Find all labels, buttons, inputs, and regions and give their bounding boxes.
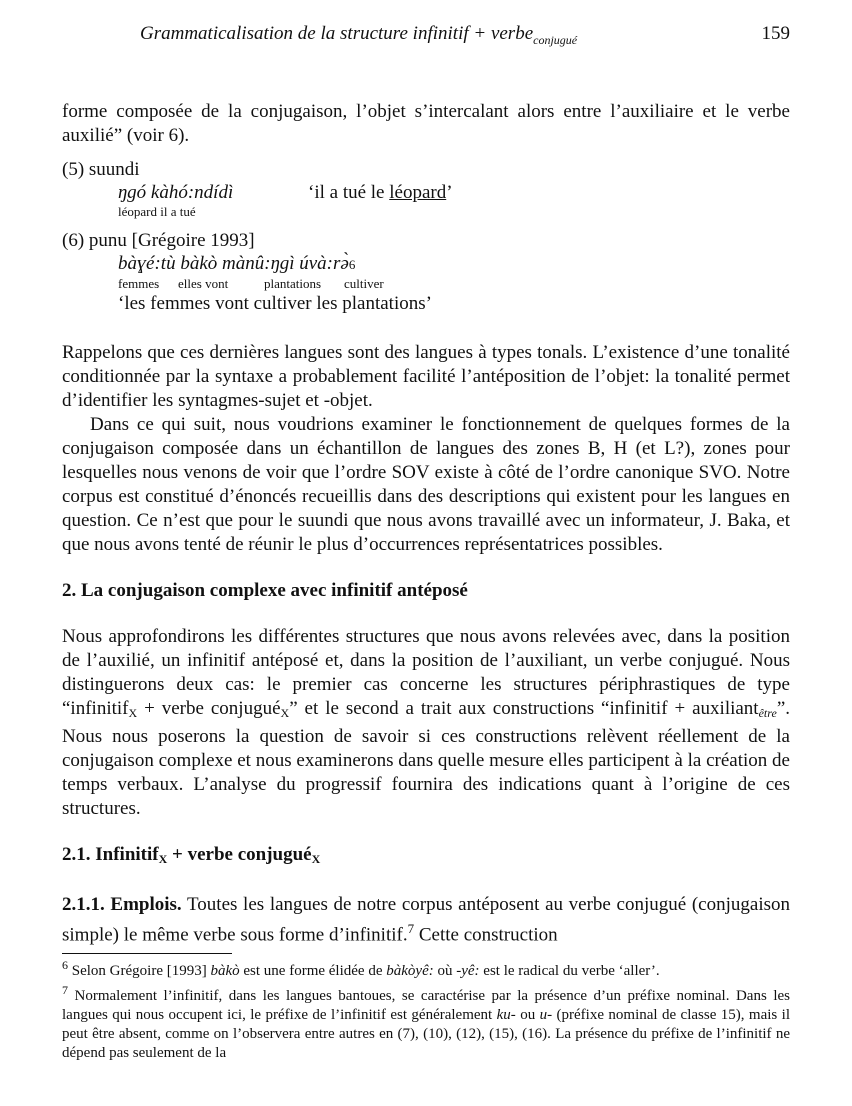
- running-header: [62, 22, 790, 52]
- example-6-gloss: [118, 276, 790, 291]
- gloss-word: cultiver: [344, 276, 384, 291]
- footnote-text: Selon Grégoire [1993]: [68, 963, 211, 980]
- paragraph: Dans ce qui suit, nous voudrions examiner le fonctionnement de quelques formes de la conjugaison composée dans un échantillon de langues des zones B, H (et L?), zones pour lesquelles nous venons de voir que l’ordre SOV existe à côté de l’ordre canonique SVO. Notre corpus est constitué d’énoncés recueillis dans des descriptions qui existent pour les langues en question. Ce n’est que pour le suundi que nous avons travaillé avec un informateur, J. Baka, et que nous avons tenté de réunir le plus d’occurrences représentatrices possibles.: [62, 414, 790, 555]
- gloss-word: elles vont: [178, 276, 229, 291]
- footnote-text: est une forme élidée de: [239, 963, 387, 980]
- example-5: [62, 158, 790, 219]
- subscript: X: [311, 852, 321, 866]
- paragraph-text: + verbe conjugué: [137, 698, 281, 719]
- page-number: 159: [761, 23, 790, 44]
- section-heading-2-1: [62, 843, 790, 871]
- example-5-translation: [308, 182, 453, 204]
- footnote-text: est le radical du verbe ‘aller’.: [479, 963, 660, 980]
- example-5-translation-pre: ‘il a tué le: [308, 182, 390, 203]
- example-6-translation: ‘les femmes vont cultiver les plantations’: [118, 293, 432, 314]
- footnote-italic: ku-: [496, 1007, 516, 1024]
- paragraph-text: Toutes les langues de notre corpus antéposent au verbe conjugué (conjugaison simple) le même verbe sous forme d’infinitif.: [62, 894, 790, 946]
- running-title-text: Grammaticalisation de la structure infinitif + verbe: [140, 23, 534, 44]
- example-6-label: (6) punu [Grégoire 1993]: [62, 230, 255, 251]
- paragraph-text: Nous approfondirons les différentes structures que nous avons relevées avec, dans la position de l’auxilié, un infinitif antéposé et, dans la position de l’auxiliant, un verbe conjugué. Nous distinguerons deux cas: le premier cas concerne les structures périphrastiques de type “infinitif: [62, 626, 790, 719]
- footnote-6: [62, 956, 790, 981]
- subscript: être: [758, 706, 777, 720]
- footnote-italic: u-: [539, 1007, 553, 1024]
- intro-paragraph: forme composée de la conjugaison, l’objet s’intercalant alors entre l’auxiliaire et le verbe auxilié” (voir 6).: [62, 101, 790, 146]
- footnote-7: [62, 981, 790, 1063]
- subscript: X: [280, 706, 290, 720]
- gloss-word: femmes: [118, 276, 160, 291]
- example-5-translation-post: ’: [446, 182, 453, 203]
- paragraph-text: ” et le second a trait aux constructions “infinitif + auxiliant: [289, 698, 759, 719]
- footnote-italic: bàkòyê:: [386, 963, 434, 980]
- footnote-text: ou: [515, 1007, 540, 1024]
- heading-text: + verbe conjugué: [167, 844, 312, 865]
- footnote-text: où: [433, 963, 457, 980]
- paragraph-text: ”. Nous nous poserons la question de savoir si ces constructions relèvent réellement de la conjugaison complexe et nous examinerons dans quelle mesure elles participent à la création de temps verbaux. L’analyse du progressif fournira des indications quant à l’origine de ces structures.: [62, 698, 790, 819]
- running-title: [140, 22, 577, 52]
- heading-text: 2.1. Infinitif: [62, 844, 159, 865]
- example-6-line: [118, 253, 790, 276]
- paragraph: Rappelons que ces dernières langues sont des langues à types tonals. L’existence d’une tonalité conditionnée par la syntaxe a probablement facilité l’antéposition de l’objet: la tonalité permet d’identifier les syntagmes-sujet et -objet.: [62, 342, 790, 411]
- gloss-word: plantations: [264, 276, 322, 291]
- footnote-text: Normalement l’infinitif, dans les langues bantoues, se caractérise par la présence d’un préfixe nominal. Dans les langues qui nous occupent ici, le préfixe de l’infinitif est généralement: [62, 988, 790, 1024]
- section-heading-2: 2. La conjugaison complexe avec infinitif antéposé: [62, 580, 468, 601]
- subscript: X: [128, 706, 138, 720]
- example-5-gloss: léopard il a tué: [118, 204, 196, 219]
- footnote-ref-7[interactable]: 7: [407, 921, 415, 936]
- example-5-line: [118, 182, 790, 204]
- example-5-vernacular: ŋgó kàhó:ndídì: [118, 182, 234, 203]
- running-title-subscript: conjugué: [533, 32, 578, 47]
- example-6-vernacular: bàɣé:tù bàkò mànû:ŋgì úvà:rə̀: [118, 253, 349, 274]
- subscript: X: [158, 852, 168, 866]
- paragraph-2-1-1: [62, 893, 790, 947]
- footnote-ref-6[interactable]: 6: [348, 257, 356, 272]
- paragraph: [62, 625, 790, 821]
- footnote-text: (préfixe nominal de classe 15), mais il peut être absent, comme on l’observera entre autres en (7), (10), (12), (15), (16). La présence du préfixe de l’infinitif ne dépend pas seulement de la: [62, 1007, 790, 1062]
- footnote-italic: bàkò: [210, 963, 240, 980]
- paragraph-text: Cette construction: [414, 924, 558, 946]
- footnote-separator: [62, 953, 232, 954]
- example-5-translation-underlined: léopard: [389, 182, 447, 203]
- footnote-italic: -yê:: [456, 963, 480, 980]
- footnote-number: 7: [62, 983, 68, 998]
- section-heading-2-1-1: 2.1.1. Emplois.: [62, 894, 182, 915]
- example-6: [62, 229, 790, 317]
- footnote-number: 6: [62, 958, 68, 973]
- example-5-label: (5) suundi: [62, 159, 140, 180]
